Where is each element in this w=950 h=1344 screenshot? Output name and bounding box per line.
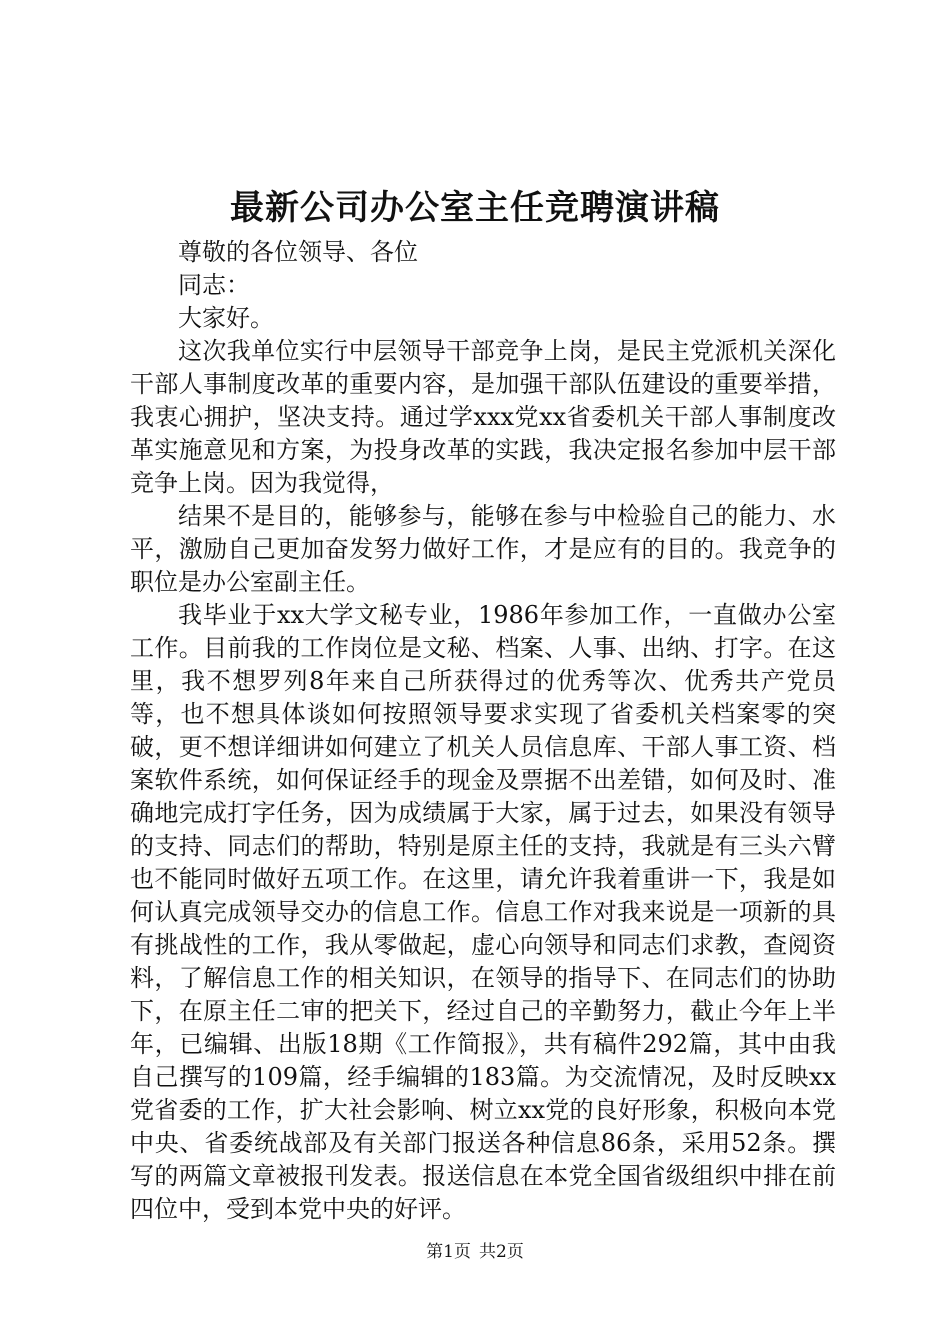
- page-footer: [0, 1240, 950, 1264]
- page-total: 共2页: [479, 1242, 524, 1262]
- page-title: 最新公司办公室主任竞聘演讲稿: [230, 188, 720, 228]
- page-number: 第1页: [426, 1242, 471, 1262]
- body-paragraph: 这次我单位实行中层领导干部竞争上岗，是民主党派机关深化干部人事制度改革的重要内容，是加强干部队伍建设的重要举措，我衷心拥护，坚决支持。通过学xxx党xx省委机关干部人事制度改革实施意见和方案，为投身改革的实践，我决定报名参加中层干部竞争上岗。因为我觉得，: [130, 337, 836, 497]
- document-body: [130, 236, 836, 1226]
- body-paragraph: 我毕业于xx大学文秘专业，1986年参加工作，一直做办公室工作。目前我的工作岗位是文秘、档案、人事、出纳、打字。在这里，我不想罗列8年来自己所获得过的优秀等次、优秀共产党员等，也不想具体谈如何按照领导要求实现了省委机关档案零的突破，更不想详细讲如何建立了机关人员信息库、干部人事工资、档案软件系统，如何保证经手的现金及票据不出差错，如何及时、准确地完成打字任务，因为成绩属于大家，属于过去，如果没有领导的支持、同志们的帮助，特别是原主任的支持，我就是有三头六臂也不能同时做好五项工作。在这里，请允许我着重讲一下，我是如何认真完成领导交办的信息工作。信息工作对我来说是一项新的具有挑战性的工作，我从零做起，虚心向领导和同志们求教，查阅资料，了解信息工作的相关知识，在领导的指导下、在同志们的协助下，在原主任二审的把关下，经过自己的辛勤努力，截止今年上半年，已编辑、出版18期《工作简报》，共有稿件292篇，其中由我自己撰写的109篇，经手编辑的183篇。为交流情况，及时反映xx党省委的工作，扩大社会影响、树立xx党的良好形象，积极向本党中央、省委统战部及有关部门报送各种信息86条，采用52条。撰写的两篇文章被报刊发表。报送信息在本党全国省级组织中排在前四位中，受到本党中央的好评。: [130, 601, 836, 1223]
- greeting: 大家好。: [178, 304, 274, 332]
- body-paragraph: 结果不是目的，能够参与，能够在参与中检验自己的能力、水平，激励自己更加奋发努力做好工作，才是应有的目的。我竞争的职位是办公室副主任。: [130, 502, 836, 596]
- salutation-line-1: 尊敬的各位领导、各位: [178, 238, 418, 266]
- salutation-line-2: 同志：: [178, 271, 250, 299]
